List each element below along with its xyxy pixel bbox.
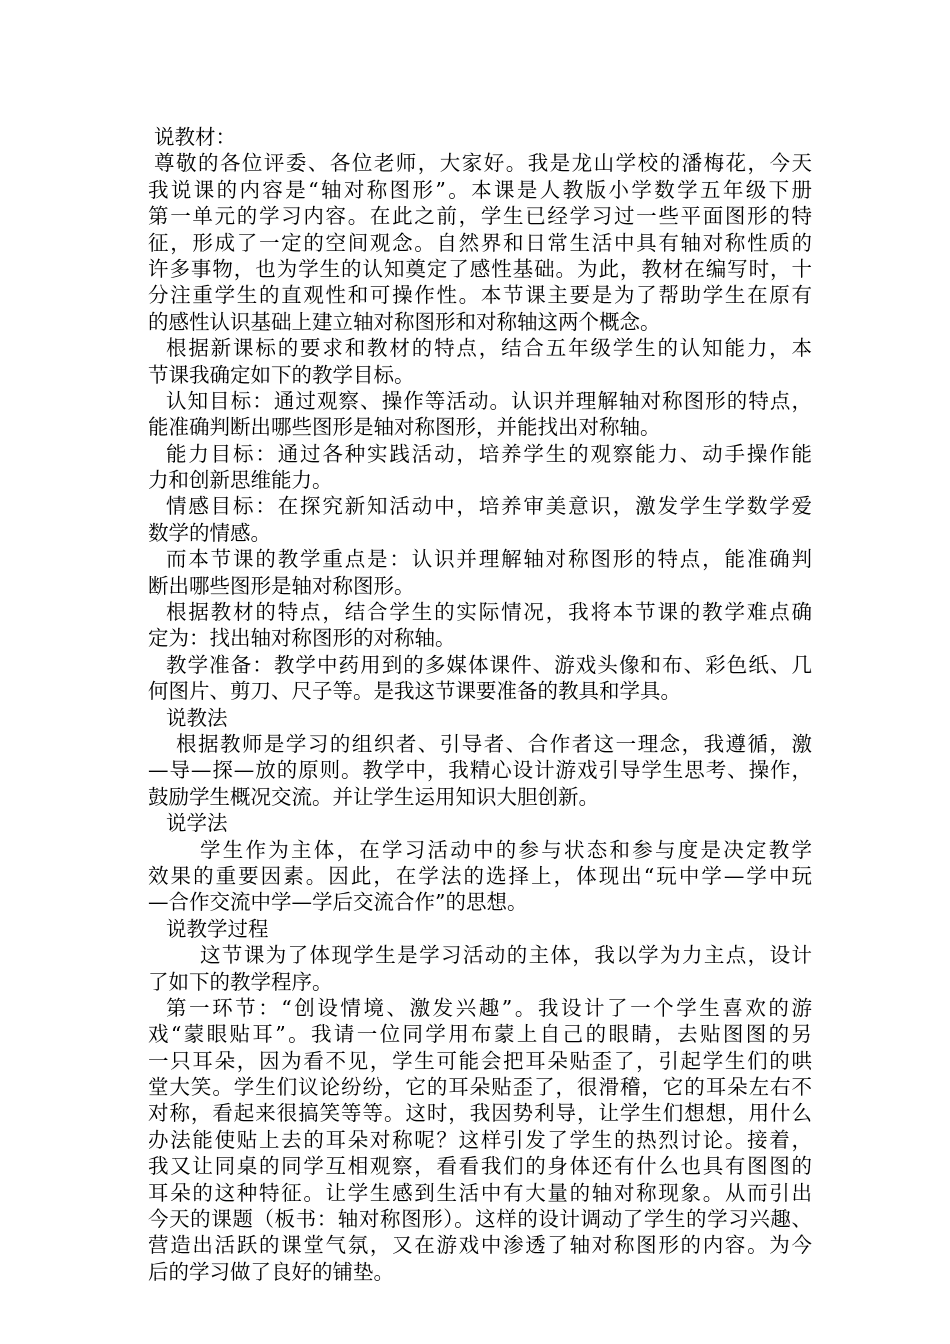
- text-line: 许多事物，也为学生的认知奠定了感性基础。为此，教材在编写时，十: [148, 256, 812, 281]
- text-line: 尊敬的各位评委、各位老师，大家好。我是龙山学校的潘梅花，今天: [154, 151, 812, 176]
- text-line: 而本节课的教学重点是：认识并理解轴对称图形的特点，能准确判: [166, 547, 812, 572]
- text-line: 了如下的教学程序。: [148, 969, 333, 994]
- document-body: [148, 124, 812, 1285]
- text-line: 效果的重要因素。因此，在学法的选择上，体现出“玩中学—学中玩: [148, 863, 812, 888]
- text-line: 能准确判断出哪些图形是轴对称图形，并能找出对称轴。: [148, 415, 661, 440]
- text-line: 能力目标：通过各种实践活动，培养学生的观察能力、动手操作能: [166, 441, 812, 466]
- text-line: 分注重学生的直观性和可操作性。本节课主要是为了帮助学生在原有: [148, 283, 812, 308]
- text-line: 说学法: [166, 811, 228, 836]
- text-line: 营造出活跃的课堂气氛，又在游戏中渗透了轴对称图形的内容。为今: [148, 1233, 812, 1258]
- text-line: 情感目标：在探究新知活动中，培养审美意识，激发学生学数学爱: [166, 494, 812, 519]
- text-line: 后的学习做了良好的铺垫。: [148, 1259, 394, 1284]
- text-line: 认知目标：通过观察、操作等活动。认识并理解轴对称图形的特点，: [166, 388, 812, 413]
- text-line: 今天的课题（板书：轴对称图形）。这样的设计调动了学生的学习兴趣、: [148, 1207, 812, 1232]
- text-line: 的感性认识基础上建立轴对称图形和对称轴这两个概念。: [148, 309, 661, 334]
- text-line: 数学的情感。: [148, 520, 271, 545]
- text-line: 这节课为了体现学生是学习活动的主体，我以学为力主点，设计: [200, 943, 812, 968]
- text-line: 对称，看起来很搞笑等等。这时，我因势利导，让学生们想想，用什么: [148, 1101, 812, 1126]
- text-line: 定为：找出轴对称图形的对称轴。: [148, 626, 456, 651]
- text-line: 一只耳朵，因为看不见，学生可能会把耳朵贴歪了，引起学生们的哄: [148, 1048, 812, 1073]
- text-line: 我说课的内容是“轴对称图形”。本课是人教版小学数学五年级下册: [148, 177, 812, 202]
- text-line: 我又让同桌的同学互相观察，看看我们的身体还有什么也具有图图的: [148, 1154, 812, 1179]
- text-line: 说教法: [166, 705, 228, 730]
- text-line: 办法能使贴上去的耳朵对称呢？这样引发了学生的热烈讨论。接着，: [148, 1127, 812, 1152]
- text-line: 堂大笑。学生们议论纷纷，它的耳朵贴歪了，很滑稽，它的耳朵左右不: [148, 1075, 812, 1100]
- text-line: 耳朵的这种特征。让学生感到生活中有大量的轴对称现象。从而引出: [148, 1180, 812, 1205]
- text-line: 教学准备：教学中药用到的多媒体课件、游戏头像和布、彩色纸、几: [166, 652, 812, 677]
- text-line: 根据教师是学习的组织者、引导者、合作者这一理念，我遵循，激: [176, 731, 812, 756]
- text-line: 戏“蒙眼贴耳”。我请一位同学用布蒙上自己的眼睛，去贴图图的另: [148, 1022, 812, 1047]
- text-line: —导—探—放的原则。教学中，我精心设计游戏引导学生思考、操作，: [148, 758, 812, 783]
- text-line: 何图片、剪刀、尺子等。是我这节课要准备的教具和学具。: [148, 679, 681, 704]
- text-line: 根据教材的特点，结合学生的实际情况，我将本节课的教学难点确: [166, 600, 812, 625]
- text-line: 断出哪些图形是轴对称图形。: [148, 573, 415, 598]
- text-line: 节课我确定如下的教学目标。: [148, 362, 415, 387]
- text-line: 鼓励学生概况交流。并让学生运用知识大胆创新。: [148, 784, 599, 809]
- text-line: 第一环节：“创设情境、激发兴趣”。我设计了一个学生喜欢的游: [166, 995, 812, 1020]
- text-line: 第一单元的学习内容。在此之前，学生已经学习过一些平面图形的特: [148, 204, 812, 229]
- text-line: 学生作为主体，在学习活动中的参与状态和参与度是决定教学: [200, 837, 812, 862]
- text-line: 力和创新思维能力。: [148, 468, 333, 493]
- text-line: 根据新课标的要求和教材的特点，结合五年级学生的认知能力，本: [166, 336, 812, 361]
- text-line: 说教学过程: [166, 916, 269, 941]
- text-line: —合作交流中学—学后交流合作”的思想。: [148, 890, 528, 915]
- text-line: 说教材：: [154, 125, 236, 149]
- text-line: 征，形成了一定的空间观念。自然界和日常生活中具有轴对称性质的: [148, 230, 812, 255]
